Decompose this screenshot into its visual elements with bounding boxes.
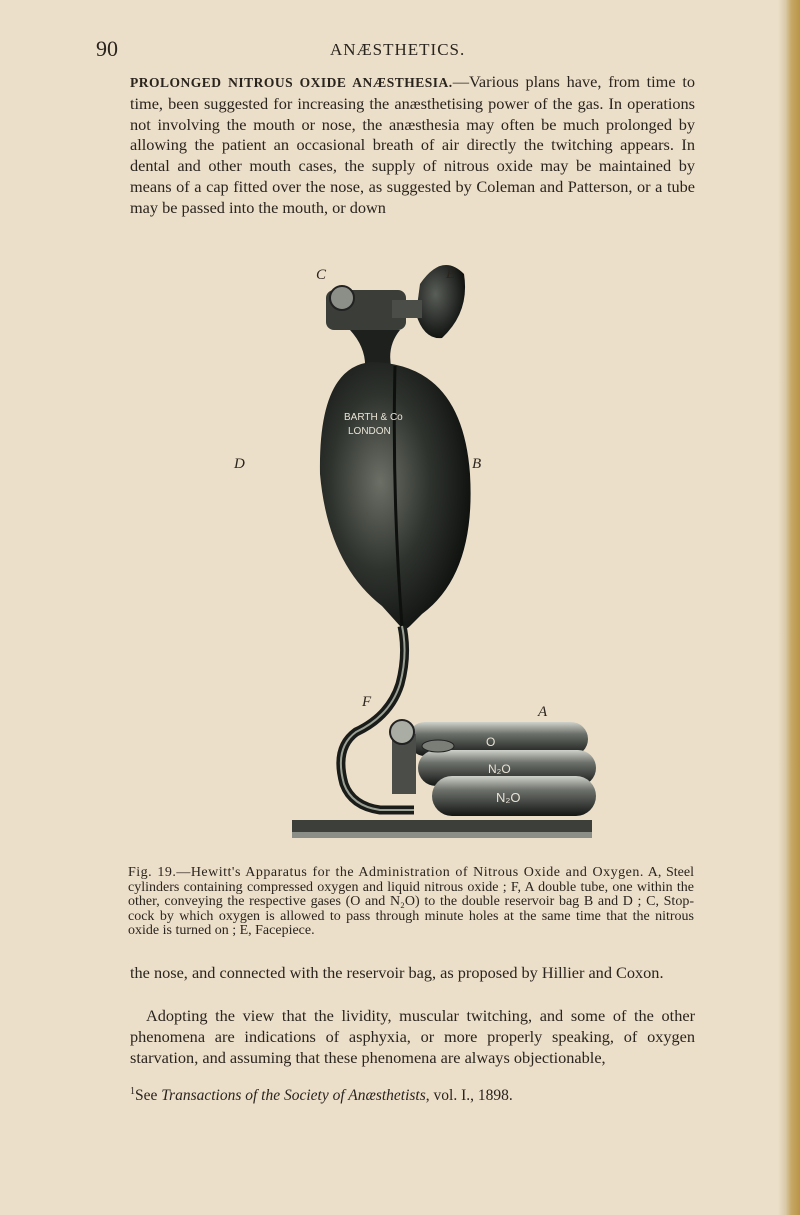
paragraph-adopting-view: Adopting the view that the lividity, muscular twitching, and some of the other phenomena are indications of asphyxia, or more properly speaking, of oxygen starvation, and assuming that these phenomena are always objectionable, <box>130 1006 695 1067</box>
footnote-prefix: See <box>135 1087 162 1105</box>
facepiece <box>416 265 465 338</box>
paragraph-continuation: the nose, and connected with the reservoir bag, as proposed by Hillier and Coxon. <box>130 963 664 982</box>
label-f: F <box>362 694 372 710</box>
label-b: B <box>472 456 482 472</box>
footnote <box>130 1086 513 1105</box>
steel-cylinders <box>408 722 596 816</box>
section-lead: PROLONGED NITROUS OXIDE ANÆSTHESIA. <box>130 75 453 90</box>
figure-caption-label: Fig. 19.—Hewitt's Apparatus for the Administration of Nitrous Oxide and Oxygen. <box>128 865 644 880</box>
cylinder-nitrous-mark-2: N₂O <box>496 790 521 805</box>
running-head: ANÆSTHETICS. <box>330 40 466 59</box>
cylinder-oxygen-mark: O <box>486 735 496 749</box>
footnote-suffix: , vol. I., 1898. <box>425 1087 513 1105</box>
label-a: A <box>538 704 548 720</box>
figure-caption <box>128 866 694 939</box>
bag-city-mark: LONDON <box>348 426 391 437</box>
label-c: C <box>316 267 327 283</box>
cylinder-nitrous-mark-1: N₂O <box>488 762 511 776</box>
page-edge <box>778 0 800 1215</box>
label-d: D <box>234 456 245 472</box>
footnote-marker: 1 <box>130 1086 135 1097</box>
bag-maker-mark: BARTH & Co <box>344 412 403 423</box>
footnote-title: Transactions of the Society of Anæsthetists <box>161 1087 426 1105</box>
paragraph1-text: —Various plans have, from time to time, been suggested for increasing the anæsthetising power of the gas. In operations not involving the mouth or nose, the anæsthesia may often be much prolonged by allowing the patient an occasional breath of air directly the twitching appears. In dental and other mouth cases, the supply of nitrous oxide may be maintained by means of a cap fitted over the nose, as suggested by Coleman and Patterson, or a tube may be passed into the mouth, or down <box>130 72 696 217</box>
page-number: 90 <box>96 36 118 61</box>
paragraph-prolonged-anaesthesia <box>130 72 695 219</box>
hewitt-apparatus-figure <box>232 254 602 858</box>
figure-caption-text: A, Steel cylinders containing compressed oxygen and liquid nitrous oxide ; F, A double tube, one within the other, conveying the respective gases (O and N₂O) to the double reservoir bag B and D ; C, Stop-cock by which oxygen is allowed to pass through minute holes at the same time that the nitrous oxide is turned on ; E, Facepiece. <box>128 865 694 939</box>
label-e: E <box>446 266 456 282</box>
